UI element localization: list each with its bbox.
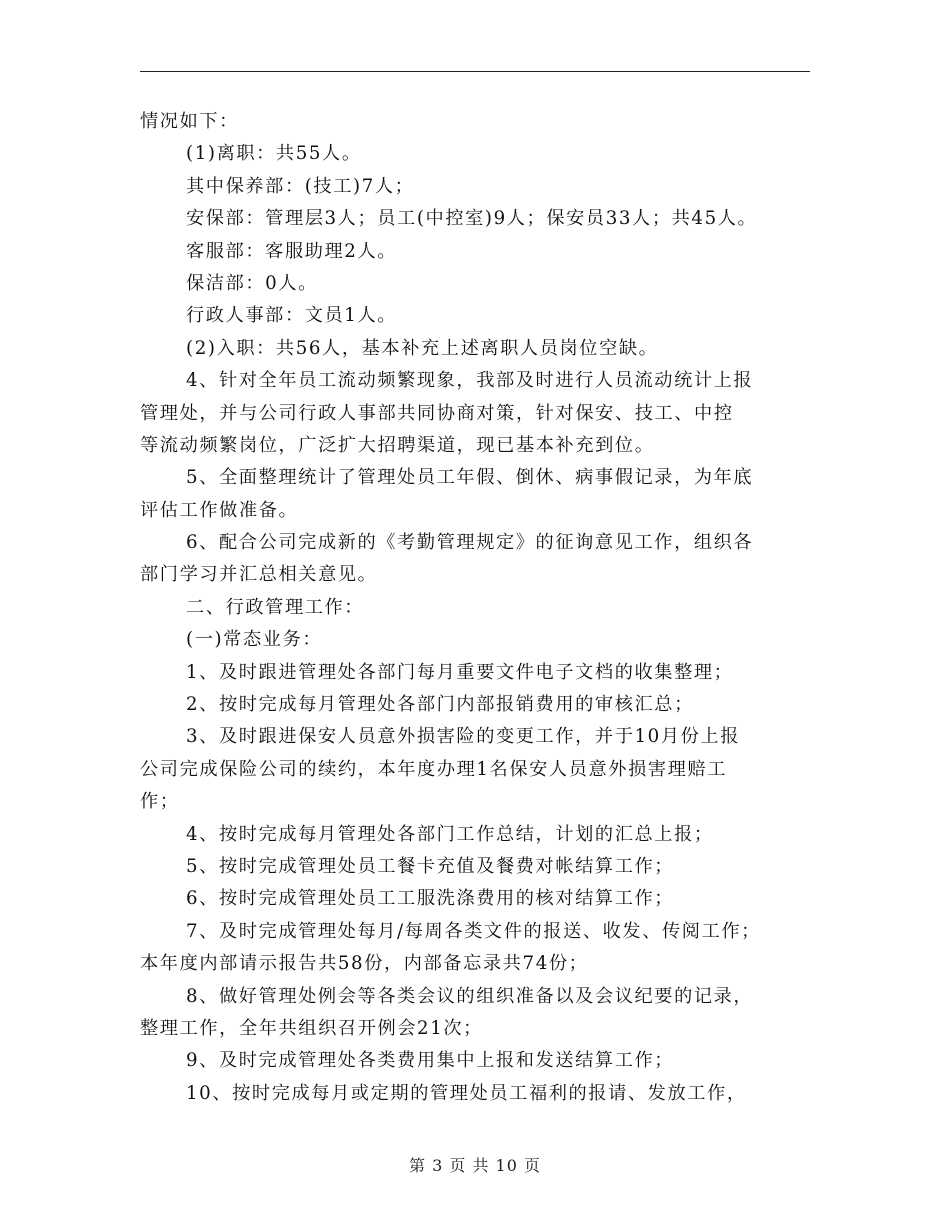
text-line: 7、及时完成管理处每月/每周各类文件的报送、收发、传阅工作； — [186, 920, 761, 942]
text-line: (2)入职：共56人，基本补充上述离职人员岗位空缺。 — [186, 337, 659, 359]
text-line: 安保部：管理层3人；员工(中控室)9人；保安员33人；共45人。 — [186, 208, 758, 230]
header-rule — [140, 71, 810, 72]
text-line: 部门学习并汇总相关意见。 — [140, 564, 378, 586]
text-line: 4、按时完成每月管理处各部门工作总结，计划的汇总上报； — [186, 823, 714, 845]
text-line: 其中保养部：(技工)7人； — [186, 175, 415, 197]
text-line: 作； — [140, 791, 180, 813]
text-line: 5、全面整理统计了管理处员工年假、倒休、病事假记录，为年底 — [186, 467, 754, 489]
document-body — [140, 106, 812, 1110]
text-line: 6、按时完成管理处员工工服洗涤费用的核对结算工作； — [186, 888, 675, 910]
text-line: 1、及时跟进管理处各部门每月重要文件电子文档的收集整理； — [186, 661, 734, 683]
text-line: 公司完成保险公司的续约，本年度办理1名保安人员意外损害理赔工 — [140, 758, 728, 780]
text-line: (1)离职：共55人。 — [186, 143, 362, 165]
text-line: 9、及时完成管理处各类费用集中上报和发送结算工作； — [186, 1050, 675, 1072]
text-line: (一)常态业务： — [186, 629, 323, 651]
text-line: 4、针对全年员工流动频繁现象，我部及时进行人员流动统计上报 — [186, 370, 754, 392]
text-line: 5、按时完成管理处员工餐卡充值及餐费对帐结算工作； — [186, 855, 675, 877]
text-line: 等流动频繁岗位，广泛扩大招聘渠道，现已基本补充到位。 — [140, 434, 655, 456]
text-line: 2、按时完成每月管理处各部门内部报销费用的审核汇总； — [186, 694, 694, 716]
text-line: 整理工作，全年共组织召开例会21次； — [140, 1017, 483, 1039]
text-line: 管理处，并与公司行政人事部共同协商对策，针对保安、技工、中控 — [140, 402, 734, 424]
text-line: 10、按时完成每月或定期的管理处员工福利的报请、发放工作， — [186, 1082, 747, 1104]
text-line: 保洁部：0人。 — [186, 272, 318, 294]
text-line: 行政人事部：文员1人。 — [186, 305, 398, 327]
text-line: 二、行政管理工作： — [186, 596, 365, 618]
text-line: 3、及时跟进保安人员意外损害险的变更工作，并于10月份上报 — [186, 726, 740, 748]
text-line: 客服部：客服助理2人。 — [186, 240, 398, 262]
page-number: 第 3 页 共 10 页 — [409, 1156, 541, 1175]
text-line: 情况如下： — [140, 111, 239, 132]
text-line: 本年度内部请示报告共58份，内部备忘录共74份； — [140, 953, 589, 975]
text-line: 8、做好管理处例会等各类会议的组织准备以及会议纪要的记录， — [186, 985, 754, 1007]
text-line: 6、配合公司完成新的《考勤管理规定》的征询意见工作，组织各 — [186, 532, 754, 554]
text-line: 评估工作做准备。 — [140, 499, 299, 521]
